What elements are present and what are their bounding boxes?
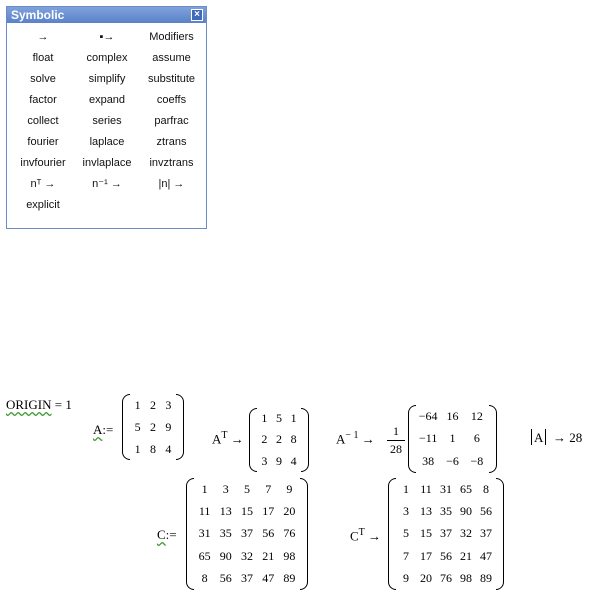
matrix-cell: 15	[240, 504, 253, 519]
toolbar-button[interactable]: expand	[88, 93, 126, 106]
a-name: A	[212, 431, 222, 447]
abs-bar-right	[545, 429, 546, 445]
matrix-cell: 21	[460, 548, 472, 563]
matrix-cell: 1	[403, 481, 409, 496]
inverse-fraction	[387, 424, 405, 457]
toolbar-button[interactable]: Modifiers	[149, 30, 194, 43]
abs-bar-left	[531, 429, 532, 445]
matrix-cell: 47	[480, 548, 492, 563]
matrix-grid	[416, 405, 489, 473]
origin-value: 1	[65, 397, 72, 412]
matrix-cell: 56	[480, 504, 492, 519]
toolbar-button[interactable]: explicit	[26, 198, 60, 211]
matrix-a-inverse[interactable]	[408, 405, 497, 473]
fraction-numerator: 1	[393, 424, 399, 438]
matrix-cell: 8	[201, 571, 208, 586]
toolbar-button[interactable]: →	[37, 30, 49, 43]
matrix-cell: 7	[265, 481, 272, 496]
matrix-cell: 32	[460, 526, 472, 541]
c-definition-lhs[interactable]	[157, 527, 177, 543]
matrix-cell: 56	[262, 526, 275, 541]
assign-operator: :=	[165, 527, 177, 542]
assign-operator: :=	[102, 422, 114, 437]
toolbar-button[interactable]: ▪→	[99, 30, 115, 43]
close-icon[interactable]: ×	[191, 9, 203, 21]
matrix-cell: 21	[262, 548, 275, 563]
matrix-cell: 17	[420, 548, 432, 563]
right-paren	[301, 408, 309, 472]
matrix-cell: 8	[483, 481, 489, 496]
matrix-cell: 13	[420, 504, 432, 519]
matrix-cell: 15	[420, 526, 432, 541]
matrix-cell: 8	[290, 432, 297, 447]
toolbar-titlebar[interactable]	[7, 7, 206, 23]
toolbar-button[interactable]: series	[92, 114, 122, 127]
toolbar-button[interactable]: invfourier	[20, 156, 66, 169]
a-inverse-lhs	[336, 430, 375, 447]
left-paren	[186, 478, 194, 590]
matrix-cell: 37	[440, 526, 452, 541]
right-paren	[176, 394, 184, 460]
matrix-cell: 5	[403, 526, 409, 541]
toolbar-button[interactable]: nᵀ →	[30, 177, 56, 190]
matrix-cell: 9	[286, 481, 293, 496]
symbolic-arrow: →	[361, 431, 375, 447]
origin-label: ORIGIN	[6, 397, 52, 412]
matrix-cell: 98	[460, 571, 472, 586]
toolbar-button[interactable]: float	[32, 51, 54, 64]
determinant-result	[553, 430, 582, 446]
matrix-cell: 98	[283, 548, 296, 563]
matrix-cell: 32	[240, 548, 253, 563]
toolbar-button[interactable]: simplify	[88, 72, 126, 85]
matrix-cell: 20	[283, 504, 296, 519]
toolbar-title: Symbolic	[11, 8, 65, 22]
matrix-cell: 3	[403, 504, 409, 519]
matrix-cell: 3	[222, 481, 229, 496]
matrix-cell: −8	[470, 454, 484, 469]
matrix-cell: 89	[480, 571, 492, 586]
toolbar-button[interactable]: ztrans	[156, 135, 187, 148]
left-paren	[249, 408, 257, 472]
matrix-cell: 31	[198, 526, 211, 541]
matrix-cell: 1	[134, 441, 141, 456]
matrix-cell: 12	[470, 408, 483, 423]
toolbar-button[interactable]: substitute	[147, 72, 196, 85]
matrix-cell: 90	[460, 504, 472, 519]
matrix-cell: 56	[219, 571, 232, 586]
matrix-cell: 9	[403, 571, 409, 586]
a-transpose-lhs	[212, 430, 244, 447]
toolbar-button[interactable]: n⁻¹ →	[92, 178, 122, 190]
matrix-cell: 65	[460, 481, 472, 496]
matrix-cell: −6	[446, 454, 459, 469]
matrix-grid	[396, 478, 496, 590]
matrix-cell: 3	[165, 397, 172, 412]
matrix-a-transpose[interactable]	[249, 408, 309, 472]
symbolic-arrow: →	[553, 430, 566, 445]
matrix-grid	[194, 478, 300, 590]
matrix-cell: 2	[261, 432, 268, 447]
left-paren	[408, 405, 416, 473]
matrix-cell: 90	[219, 548, 232, 563]
matrix-cell: −64	[418, 408, 438, 423]
matrix-a[interactable]	[122, 394, 184, 460]
matrix-cell: 13	[219, 504, 232, 519]
c-name: C	[350, 528, 359, 544]
toolbar-button[interactable]: solve	[30, 72, 56, 85]
toolbar-button[interactable]: parfrac	[154, 114, 189, 127]
matrix-cell: 38	[422, 454, 435, 469]
matrix-c-transpose[interactable]	[388, 478, 504, 590]
inverse-sup: − 1	[345, 430, 359, 441]
matrix-cell: 3	[261, 453, 268, 468]
matrix-cell: 47	[262, 571, 275, 586]
matrix-cell: 16	[446, 408, 459, 423]
determinant-value: 28	[569, 430, 583, 445]
origin-operator: =	[54, 397, 63, 412]
matrix-cell: 17	[262, 504, 275, 519]
symbolic-arrow: →	[230, 431, 244, 447]
matrix-cell: 31	[440, 481, 452, 496]
matrix-cell: 35	[440, 504, 452, 519]
matrix-cell: 1	[290, 411, 297, 426]
matrix-cell: 37	[480, 526, 492, 541]
matrix-cell: 6	[473, 431, 480, 446]
c-transpose-lhs	[350, 527, 381, 544]
toolbar-button[interactable]: assume	[152, 51, 191, 64]
toolbar-button[interactable]: factor	[29, 93, 57, 106]
matrix-grid	[257, 408, 301, 472]
matrix-cell: 89	[283, 571, 296, 586]
matrix-cell: 1	[134, 397, 141, 412]
a-definition-lhs[interactable]	[93, 422, 113, 438]
matrix-cell: 37	[240, 526, 253, 541]
left-paren	[122, 394, 130, 460]
c-name: C	[157, 527, 166, 542]
right-paren	[496, 478, 504, 590]
right-paren	[300, 478, 308, 590]
matrix-cell: 1	[449, 431, 456, 446]
toolbar-button[interactable]: invztrans	[149, 156, 194, 169]
matrix-cell: 7	[403, 548, 409, 563]
toolbar-button[interactable]: |n| →	[158, 177, 185, 190]
matrix-cell: 11	[420, 481, 432, 496]
matrix-cell: 11	[198, 504, 211, 519]
toolbar-button[interactable]: fourier	[27, 135, 59, 148]
toolbar-button[interactable]: coeffs	[156, 93, 187, 106]
matrix-cell: 5	[134, 419, 141, 434]
matrix-cell: 2	[275, 432, 282, 447]
toolbar-button[interactable]: invlaplace	[82, 156, 132, 169]
matrix-cell: 4	[165, 441, 172, 456]
matrix-cell: 8	[149, 441, 156, 456]
matrix-cell: −11	[419, 431, 438, 446]
transpose-sup: T	[221, 430, 228, 441]
fraction-denominator: 28	[390, 442, 402, 456]
matrix-cell: 9	[275, 453, 282, 468]
toolbar-button[interactable]: laplace	[89, 135, 125, 148]
a-name: A	[534, 430, 544, 445]
matrix-cell: 9	[165, 419, 172, 434]
a-name: A	[336, 431, 346, 447]
matrix-cell: 1	[261, 411, 268, 426]
matrix-cell: 56	[440, 548, 452, 563]
a-name: A	[93, 422, 103, 437]
matrix-grid	[130, 394, 176, 460]
transpose-sup: T	[358, 527, 365, 538]
toolbar-button[interactable]: collect	[27, 114, 59, 127]
symbolic-arrow: →	[368, 528, 382, 544]
toolbar-button-grid	[11, 26, 204, 215]
right-paren	[489, 405, 497, 473]
matrix-cell: 1	[201, 481, 208, 496]
matrix-cell: 5	[243, 481, 250, 496]
matrix-cell: 20	[420, 571, 432, 586]
symbolic-toolbar	[6, 6, 207, 229]
matrix-cell: 2	[149, 419, 156, 434]
matrix-cell: 5	[275, 411, 282, 426]
matrix-cell: 2	[149, 397, 156, 412]
matrix-cell: 76	[440, 571, 452, 586]
matrix-cell: 65	[198, 548, 211, 563]
origin-definition[interactable]	[6, 397, 72, 413]
toolbar-button[interactable]: complex	[86, 51, 128, 64]
matrix-cell: 35	[219, 526, 232, 541]
matrix-c[interactable]	[186, 478, 308, 590]
left-paren	[388, 478, 396, 590]
matrix-cell: 37	[240, 571, 253, 586]
matrix-cell: 4	[290, 453, 297, 468]
determinant-expression	[534, 430, 543, 446]
matrix-cell: 76	[283, 526, 296, 541]
